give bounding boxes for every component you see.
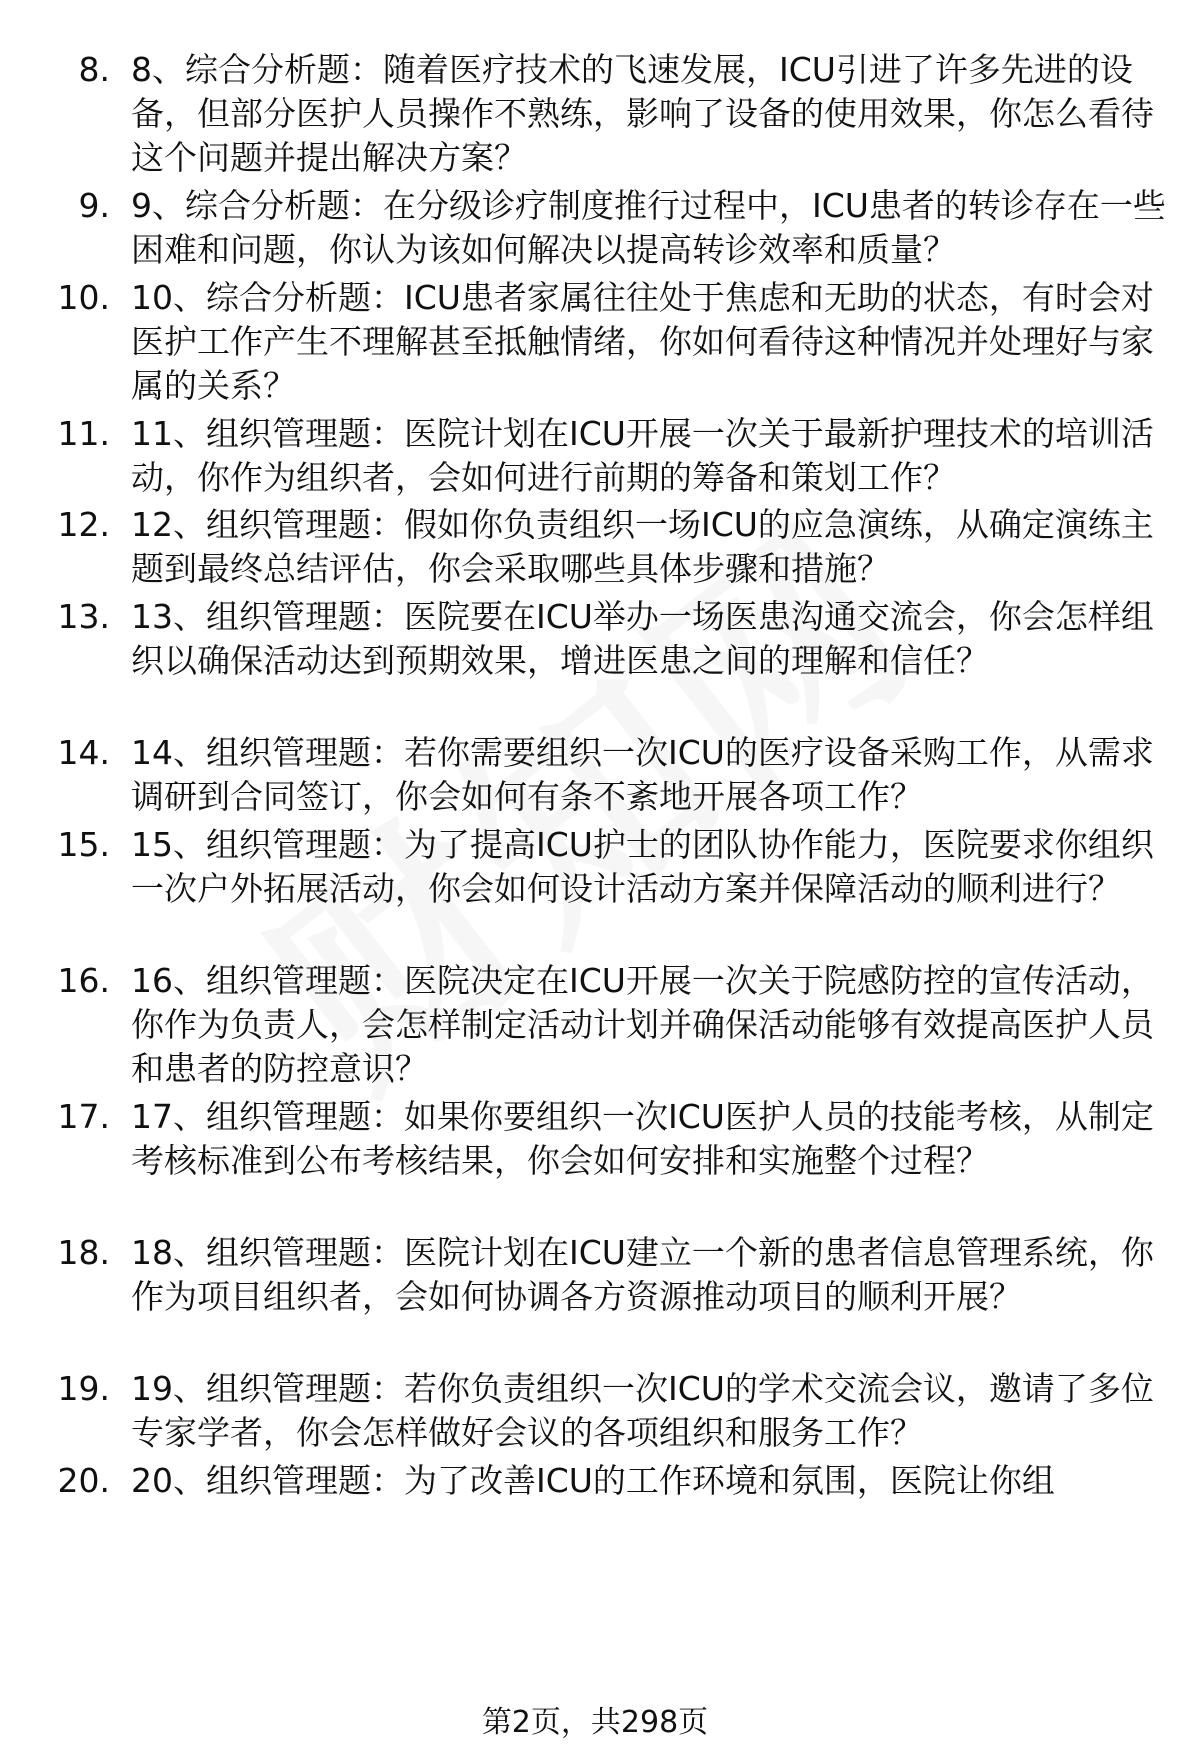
question-text: 10、综合分析题：ICU患者家属往往处于焦虑和无助的状态，有时会对医护工作产生不理解甚至抵触情绪，你如何看待这种情况并处理好与家属的关系？	[131, 278, 1154, 405]
question-text: 11、组织管理题：医院计划在ICU开展一次关于最新护理技术的培训活动，你作为组织者，会如何进行前期的筹备和策划工作？	[131, 414, 1154, 497]
question-text: 13、组织管理题：医院要在ICU举办一场医患沟通交流会，你会怎样组织以确保活动达到预期效果，增进医患之间的理解和信任？	[131, 597, 1154, 680]
question-number: 20.	[57, 1461, 110, 1500]
question-number: 19.	[57, 1369, 110, 1408]
question-text: 19、组织管理题：若你负责组织一次ICU的学术交流会议，邀请了多位专家学者，你会怎样做好会议的各项组织和服务工作？	[131, 1369, 1154, 1452]
question-text: 9、综合分析题：在分级诊疗制度推行过程中，ICU患者的转诊存在一些困难和问题，你认为该如何解决以提高转诊效率和质量？	[131, 186, 1166, 269]
question-number: 13.	[57, 597, 110, 636]
question-number: 14.	[57, 733, 110, 772]
question-text: 14、组织管理题：若你需要组织一次ICU的医疗设备采购工作，从需求调研到合同签订，你会如何有条不紊地开展各项工作？	[131, 733, 1154, 816]
question-number: 10.	[57, 278, 110, 317]
question-number: 17.	[57, 1097, 110, 1136]
question-text: 18、组织管理题：医院计划在ICU建立一个新的患者信息管理系统，你作为项目组织者，会如何协调各方资源推动项目的顺利开展？	[131, 1233, 1154, 1316]
question-number: 18.	[57, 1233, 110, 1272]
question-number: 8.	[78, 50, 110, 89]
question-text: 8、综合分析题：随着医疗技术的飞速发展，ICU引进了许多先进的设备，但部分医护人员操作不熟练，影响了设备的使用效果，你怎么看待这个问题并提出解决方案？	[131, 50, 1154, 177]
question-text: 12、组织管理题：假如你负责组织一场ICU的应急演练，从确定演练主题到最终总结评估，你会采取哪些具体步骤和措施？	[131, 505, 1154, 588]
question-number: 16.	[57, 961, 110, 1000]
question-text: 15、组织管理题：为了提高ICU护士的团队协作能力，医院要求你组织一次户外拓展活动，你会如何设计活动方案并保障活动的顺利进行？	[131, 825, 1154, 908]
question-number: 12.	[57, 505, 110, 544]
page-footer: 第2页，共298页	[481, 1705, 709, 1740]
question-text: 20、组织管理题：为了改善ICU的工作环境和氛围，医院让你组	[131, 1461, 1055, 1500]
question-number: 15.	[57, 825, 110, 864]
question-text: 17、组织管理题：如果你要组织一次ICU医护人员的技能考核，从制定考核标准到公布考核结果，你会如何安排和实施整个过程？	[131, 1097, 1154, 1180]
question-number: 9.	[78, 186, 110, 225]
question-text: 16、组织管理题：医院决定在ICU开展一次关于院感防控的宣传活动，你作为负责人，会怎样制定活动计划并确保活动能够有效提高医护人员和患者的防控意识？	[131, 961, 1154, 1088]
question-number: 11.	[57, 414, 110, 453]
